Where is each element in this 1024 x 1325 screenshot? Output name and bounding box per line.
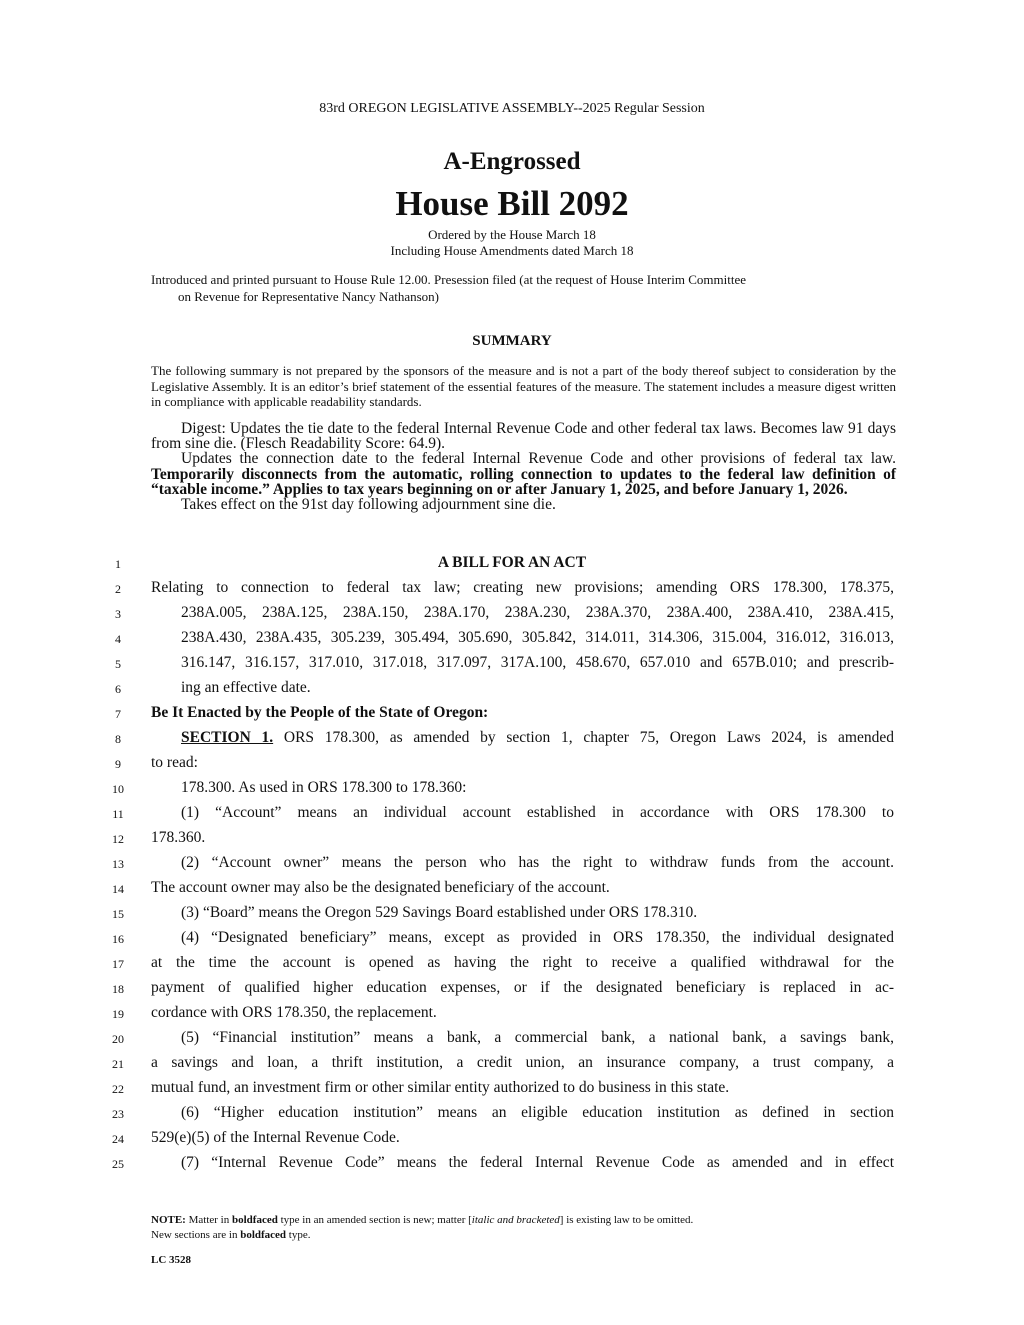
note-bold: boldfaced <box>240 1229 287 1241</box>
text-line: 529(e)(5) of the Internal Revenue Code. <box>151 1129 400 1146</box>
bill-heading: A BILL FOR AN ACT <box>437 554 587 571</box>
note-text: type. <box>286 1229 311 1241</box>
digest-p2-plain: Updates the connection date to the federal Internal Revenue Code and other provisions of federal tax law. <box>181 450 896 468</box>
text-line: mutual fund, an investment firm or other similar entity authorized to do business in this state. <box>151 1079 730 1096</box>
text-line: (6) “Higher education institution” means an eligible education institution as defined in section <box>181 1104 894 1121</box>
text-line: Relating to connection to federal tax law; creating new provisions; amending ORS 178.300, 178.375, <box>151 579 894 596</box>
digest-p2-bold: Temporarily disconnects from the automatic, rolling connection to updates to the federal law definition of “taxable income.” Applies to tax years beginning on or after January 1, 2025, and before January 1, 2026. <box>151 465 896 498</box>
section-1-text: ORS 178.300, as amended by section 1, chapter 75, Oregon Laws 2024, is amended <box>273 729 894 746</box>
line-number: 19 <box>112 1007 124 1021</box>
digest-paragraph: Digest: Updates the tie date to the federal Internal Revenue Code and other federal tax laws. Becomes law 91 days from sine die. (Flesch Readability Score: 64.9). <box>151 420 896 453</box>
intro-line-1: Introduced and printed pursuant to House Rule 12.00. Presession filed (at the request of House Interim Committee <box>151 272 746 287</box>
lc-number: LC 3528 <box>151 1254 192 1266</box>
note-text: type in an amended section is new; matter [ <box>277 1214 472 1226</box>
line-number: 12 <box>112 832 124 846</box>
text-line: payment of qualified higher education expenses, or if the designated beneficiary is replaced in ac- <box>151 979 894 996</box>
text-line: a savings and loan, a thrift institution, a credit union, an insurance company, a trust company, a <box>151 1054 894 1071</box>
session-header: 83rd OREGON LEGISLATIVE ASSEMBLY--2025 Regular Session <box>319 101 705 116</box>
text-line: to read: <box>151 754 198 771</box>
footer-note <box>151 1213 693 1243</box>
line-number: 10 <box>112 782 124 796</box>
line-number: 7 <box>115 707 121 721</box>
line-number: 24 <box>112 1132 124 1146</box>
line-number: 4 <box>115 632 121 646</box>
note-text: New sections are in <box>151 1229 241 1241</box>
line-number: 22 <box>112 1082 124 1096</box>
ordered-note <box>0 227 1024 259</box>
text-line: (5) “Financial institution” means a bank, a commercial bank, a national bank, a savings bank, <box>181 1029 894 1046</box>
note-italic: italic and bracketed <box>471 1214 560 1226</box>
line-number: 25 <box>112 1157 124 1171</box>
text-line: The account owner may also be the designated beneficiary of the account. <box>151 879 610 896</box>
text-line: at the time the account is opened as having the right to receive a qualified withdrawal for the <box>151 954 894 971</box>
note-bold: boldfaced <box>231 1214 278 1226</box>
text-line: (1) “Account” means an individual account established in accordance with ORS 178.300 to <box>181 804 894 821</box>
note-line-1 <box>151 1213 693 1228</box>
text-line: 316.147, 316.157, 317.010, 317.018, 317.097, 317A.100, 458.670, 657.010 and 657B.010; and prescrib- <box>181 654 894 671</box>
bill-title: House Bill 2092 <box>395 184 629 223</box>
line-number: 23 <box>112 1107 124 1121</box>
text-line: ing an effective date. <box>181 679 311 696</box>
text-line: (7) “Internal Revenue Code” means the federal Internal Revenue Code as amended and in effect <box>181 1154 894 1171</box>
line-number: 18 <box>112 982 124 996</box>
text-line: 238A.430, 238A.435, 305.239, 305.494, 305.690, 305.842, 314.011, 314.306, 315.004, 316.012, 316.013, <box>181 629 894 646</box>
line-number: 5 <box>115 657 121 671</box>
text-line: (3) “Board” means the Oregon 529 Savings Board established under ORS 178.310. <box>181 904 698 921</box>
line-number: 6 <box>115 682 121 696</box>
line-number: 9 <box>115 757 121 771</box>
text-line: (2) “Account owner” means the person who has the right to withdraw funds from the account. <box>181 854 894 871</box>
line-number: 13 <box>112 857 124 871</box>
line-number: 11 <box>112 807 124 821</box>
line-number: 20 <box>112 1032 124 1046</box>
note-label: NOTE: <box>151 1214 186 1226</box>
text-line: 178.360. <box>151 829 206 846</box>
line-number: 2 <box>115 582 121 596</box>
text-line: (4) “Designated beneficiary” means, except as provided in ORS 178.350, the individual designated <box>181 929 894 946</box>
ordered-line-1: Ordered by the House March 18 <box>428 227 596 242</box>
summary-heading: SUMMARY <box>472 333 552 349</box>
line-number: 14 <box>112 882 124 896</box>
enacting-clause: Be It Enacted by the People of the State of Oregon: <box>151 704 489 721</box>
introduction-note <box>151 271 896 305</box>
digest-paragraph-2 <box>151 451 896 497</box>
line-number: 15 <box>112 907 124 921</box>
intro-line-2: on Revenue for Representative Nancy Nathanson) <box>178 289 439 304</box>
line-number: 17 <box>112 957 124 971</box>
text-line: 178.300. As used in ORS 178.300 to 178.360: <box>181 779 467 796</box>
line-number: 21 <box>112 1057 124 1071</box>
text-line: 238A.005, 238A.125, 238A.150, 238A.170, 238A.230, 238A.370, 238A.400, 238A.410, 238A.415, <box>181 604 894 621</box>
ordered-line-2: Including House Amendments dated March 18 <box>390 243 634 258</box>
section-1-label: SECTION 1. <box>181 729 274 746</box>
note-text: ] is existing law to be omitted. <box>559 1214 694 1226</box>
line-number: 16 <box>112 932 124 946</box>
note-text: Matter in <box>185 1214 232 1226</box>
text-line: cordance with ORS 178.350, the replacement. <box>151 1004 437 1021</box>
digest-paragraph-3: Takes effect on the 91st day following adjournment sine die. <box>181 496 556 514</box>
section-line <box>181 729 894 747</box>
digest-block <box>151 421 896 512</box>
summary-text: The following summary is not prepared by the sponsors of the measure and is not a part of the body thereof subject to consideration by the Legislative Assembly. It is an editor’s brief statement of the essential features of the measure. The statement includes a measure digest written in compliance with applicable readability standards. <box>151 363 896 410</box>
note-line-2 <box>151 1228 693 1243</box>
line-number: 1 <box>115 557 121 571</box>
line-number: 3 <box>115 607 121 621</box>
engrossed-label: A-Engrossed <box>443 148 581 175</box>
line-number: 8 <box>115 732 121 746</box>
